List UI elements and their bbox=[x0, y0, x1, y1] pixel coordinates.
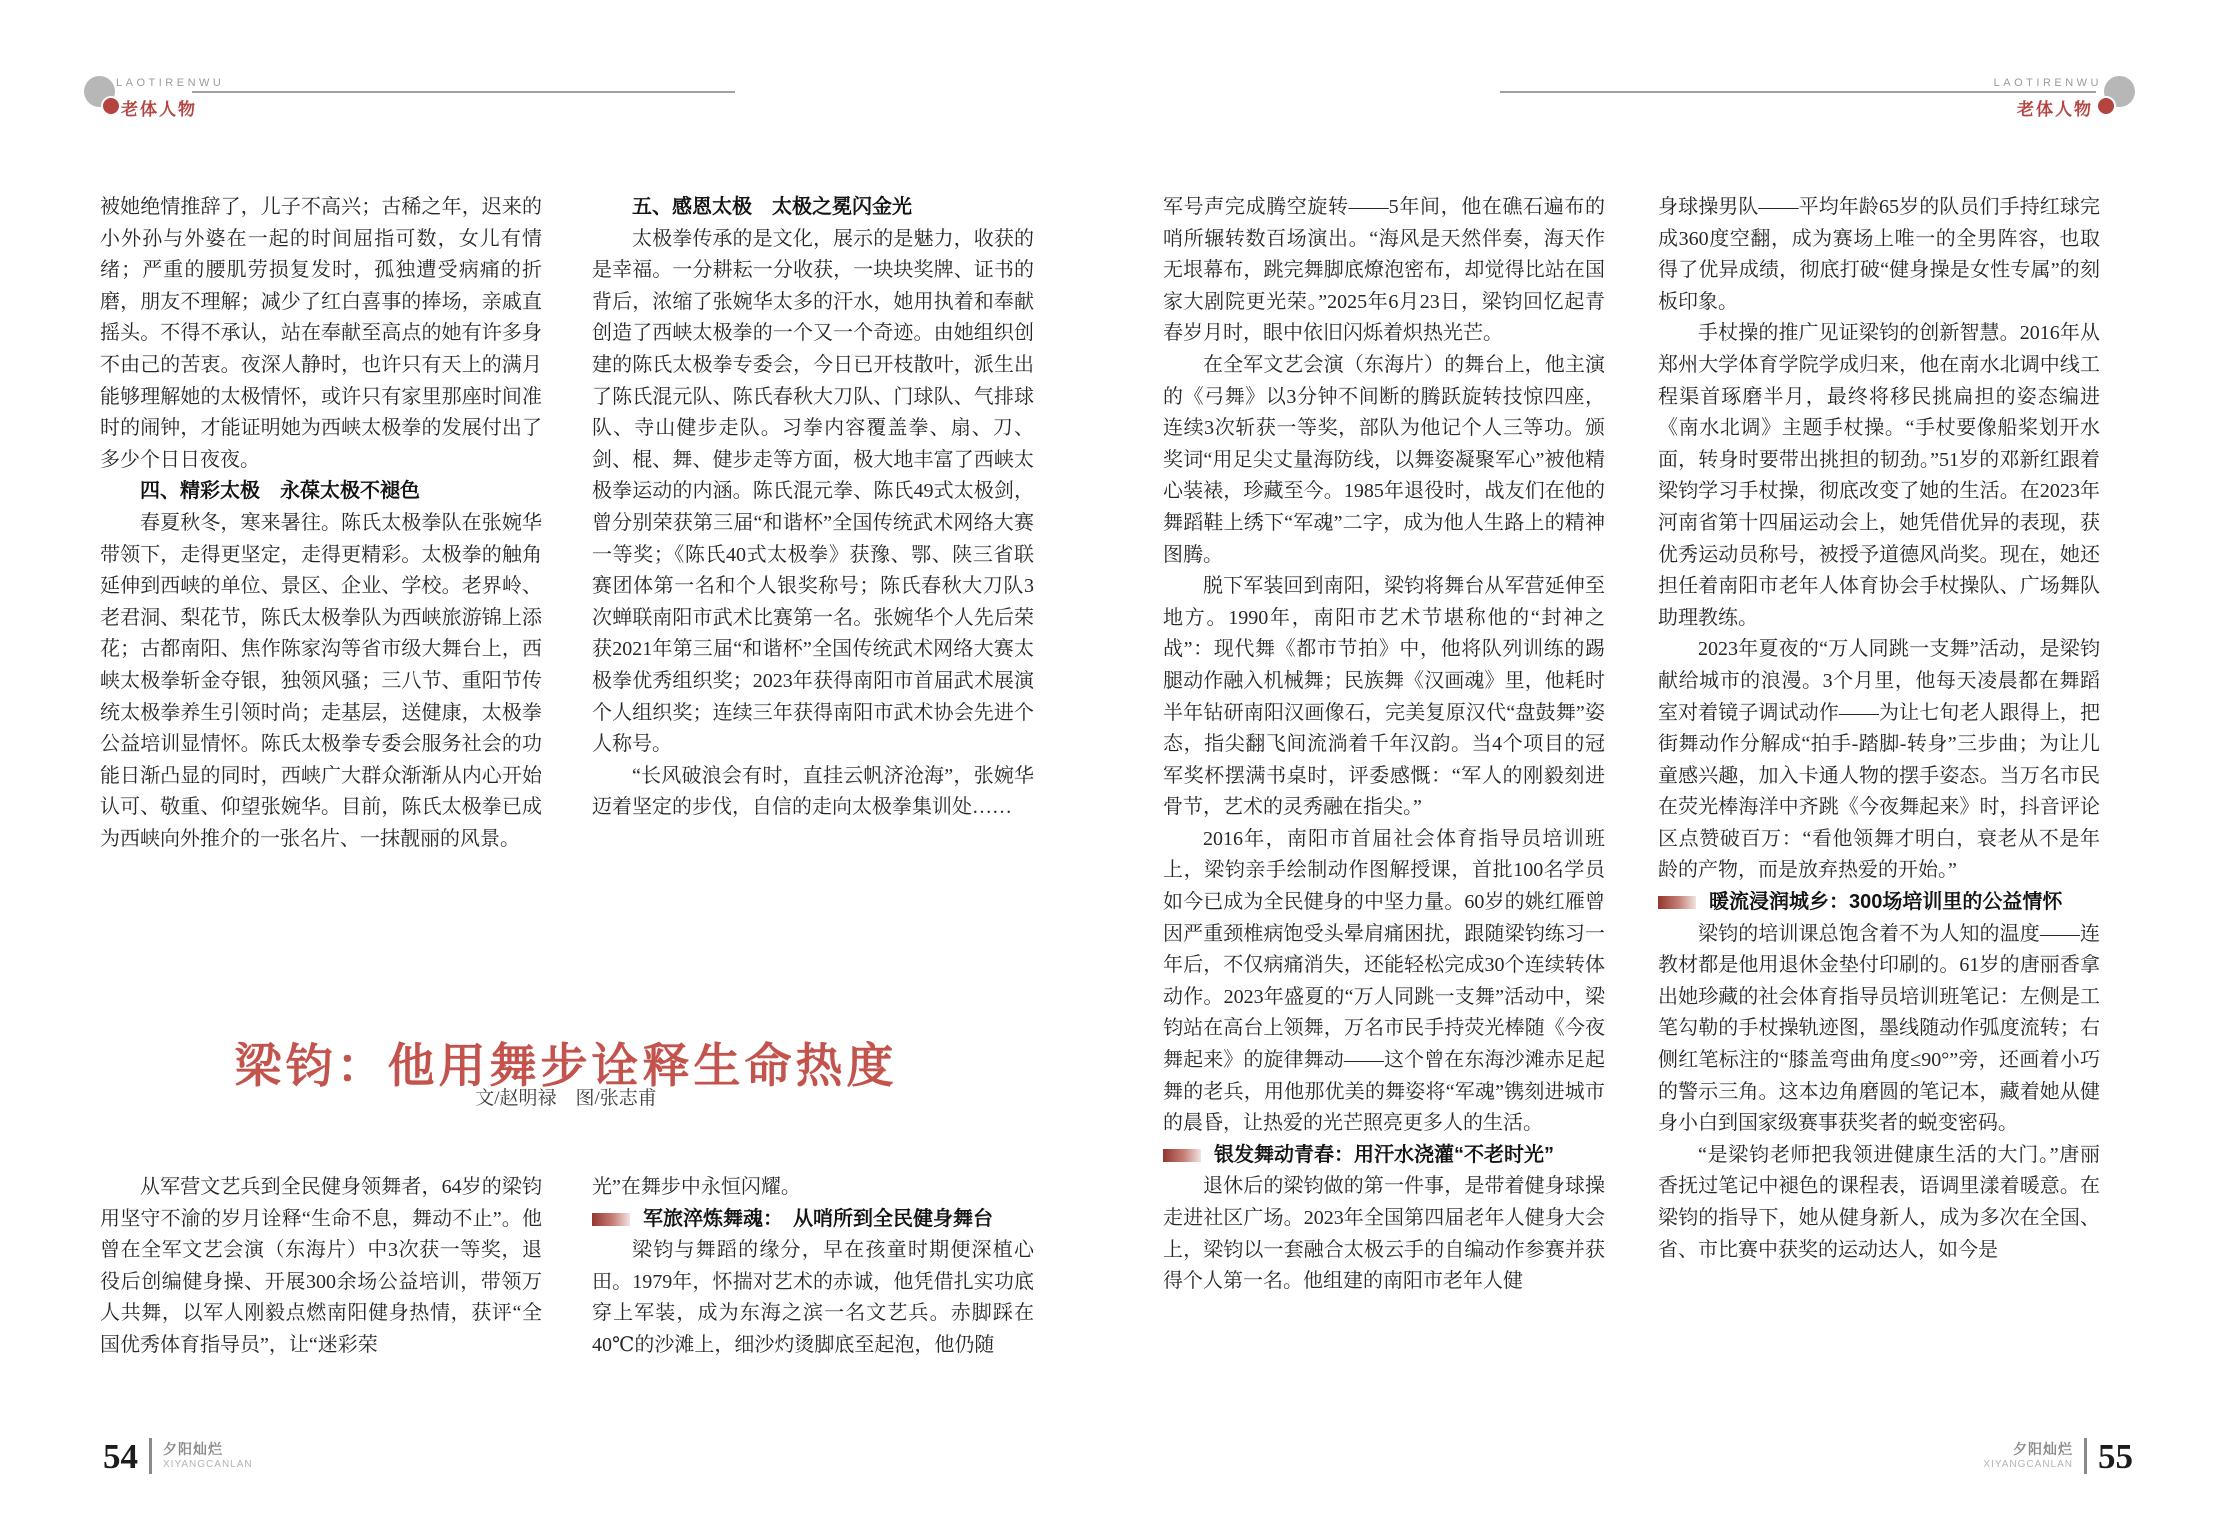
body-paragraph: 2016年，南阳市首届社会体育指导员培训班上，梁钧亲手绘制动作图解授课，首批100名学员如今已成为全民健身的中坚力量。60岁的姚红雁曾因严重颈椎病饱受头晕肩痛困扰，跟随梁钧练习一年后，不仅病痛消失，还能轻松完成30个连续转体动作。2023年盛夏的“万人同跳一支舞”活动中，梁钧站在高台上领舞，万名市民手持荧光棒随《今夜舞起来》的旋律舞动——这个曾在东海沙滩赤足起舞的老兵，用他那优美的舞姿将“军魂”镌刻进城市的晨昏，让热爱的光芒照亮更多人的生活。 bbox=[1163, 827, 1605, 1135]
magazine-name-en: LAOTIRENWU bbox=[1993, 77, 2102, 89]
footer-brand bbox=[1983, 1441, 2073, 1471]
body-paragraph: “是梁钧老师把我领进健康生活的大门。”唐丽香抚过笔记中褪色的课程表，语调里漾着暖意。在梁钧的指导下，她从健身新人，成为多次在全国、省、市比赛中获奖的运动达人，如今是 bbox=[1658, 1143, 2100, 1261]
body-paragraph: 军号声完成腾空旋转——5年间，他在礁石遍布的哨所辗转数百场演出。“海风是天然伴奏，海天作无垠幕布，跳完舞脚底燎泡密布，却觉得比站在国家大剧院更光荣。”2025年6月23日，梁钧回忆起青春岁月时，眼中依旧闪烁着炽热光芒。 bbox=[1163, 196, 1605, 345]
body-paragraph: 退休后的梁钧做的第一件事，是带着健身球操走进社区广场。2023年全国第四届老年人健身大会上，梁钧以一套融合太极云手的自编动作参赛并获得个人第一名。他组建的南阳市老年人健 bbox=[1163, 1175, 1605, 1293]
body-paragraph: 梁钧的培训课总饱含着不为人知的温度——连教材都是他用退休金垫付印刷的。61岁的唐丽香拿出她珍藏的社会体育指导员培训班笔记：左侧是工笔勾勒的手杖操轨迹图，墨线随动作弧度流转；右侧红笔标注的“膝盖弯曲角度≤90°”旁，还画着小巧的警示三角。这本边角磨圆的笔记本，藏着她从健身小白到国家级赛事获奖者的蜕变密码。 bbox=[1658, 922, 2100, 1135]
footer-brand bbox=[163, 1441, 253, 1471]
text-column bbox=[592, 192, 1034, 824]
logo-dot-icon bbox=[101, 96, 121, 116]
body-paragraph: “长风破浪会有时，直挂云帆济沧海”，张婉华迈着坚定的步伐，自信的走向太极拳集训处…… bbox=[592, 764, 1034, 819]
body-paragraph: 被她绝情推辞了，儿子不高兴；古稀之年，迟来的小外孙与外婆在一起的时间屈指可数，女儿有情绪；严重的腰肌劳损复发时，孤独遭受病痛的折磨，朋友不理解；减少了红白喜事的捧场，亲戚直摇头。不得不承认，站在奉献至高点的她有许多身不由己的苦衷。夜深人静时，也许只有天上的满月能够理解她的太极情怀，或许只有家里那座时间准时的闹钟，才能证明她为西峡太极拳的发展付出了多少个日日夜夜。 bbox=[100, 196, 542, 471]
text-column bbox=[1163, 192, 1605, 1298]
article-title: 梁钧：他用舞步诠释生命热度 bbox=[234, 1039, 898, 1093]
text-column bbox=[592, 1172, 1034, 1362]
magazine-name-en: LAOTIRENWU bbox=[116, 77, 225, 89]
body-paragraph: 在全军文艺会演（东海片）的舞台上，他主演的《弓舞》以3分钟不间断的腾跃旋转技惊四座，连续3次斩获一等奖，部队为他记个人三等功。颁奖词“用足尖丈量海防线，以舞姿凝聚军心”被他精心装裱，珍藏至今。1985年退役时，战友们在他的舞蹈鞋上绣下“军魂”二字，成为他人生路上的精神图腾。 bbox=[1163, 353, 1605, 566]
section-heading bbox=[592, 1204, 1034, 1236]
page-footer bbox=[103, 1438, 253, 1474]
body-paragraph: 手杖操的推广见证梁钧的创新智慧。2016年从郑州大学体育学院学成归来，他在南水北调中线工程渠首琢磨半月，最终将移民挑扁担的姿态编进《南水北调》主题手杖操。“手杖要像船桨划开水面，转身时要带出挑担的韧劲。”51岁的邓新红跟着梁钧学习手杖操，彻底改变了她的生活。在2023年河南省第十四届运动会上，她凭借优异的表现，获优秀运动员称号，被授予道德风尚奖。现在，她还担任着南阳市老年人体育协会手杖操队、广场舞队助理教练。 bbox=[1658, 322, 2100, 629]
footer-brand-cn: 夕阳灿烂 bbox=[163, 1441, 223, 1457]
section-heading-label: 军旅淬炼舞魂： 从哨所到全民健身舞台 bbox=[643, 1207, 993, 1230]
body-paragraph: 光”在舞步中永恒闪耀。 bbox=[592, 1176, 801, 1198]
footer-divider bbox=[2084, 1438, 2087, 1474]
header-rule bbox=[192, 91, 735, 93]
body-paragraph: 太极拳传承的是文化，展示的是魅力，收获的是幸福。一分耕耘一分收获，一块块奖牌、证书的背后，浓缩了张婉华太多的汗水，她用执着和奉献创造了西峡太极拳的一个又一个奇迹。由她组织创建的陈氏太极拳专委会，今日已开枝散叶，派生出了陈氏混元队、陈氏春秋大刀队、门球队、气排球队、寺山健步走队。习拳内容覆盖拳、扇、刀、剑、棍、舞、健步走等方面，极大地丰富了西峡太极拳运动的内涵。陈氏混元拳、陈氏49式太极剑，曾分别荣获第三届“和谐杯”全国传统武术网络大赛一等奖；《陈氏40式太极拳》获豫、鄂、陕三省联赛团体第一名和个人银奖称号；陈氏春秋大刀队3次蝉联南阳市武术比赛第一名。张婉华个人先后荣获2021年第三届“和谐杯”全国传统武术网络大赛太极拳优秀组织奖；2023年获得南阳市首届武术展演个人组织奖；连续三年获得南阳市武术协会先进个人称号。 bbox=[592, 227, 1034, 756]
page-number: 55 bbox=[2098, 1436, 2133, 1476]
article-byline: 文/赵明禄 图/张志甫 bbox=[475, 1088, 657, 1109]
logo-dot-icon bbox=[2096, 96, 2116, 116]
body-paragraph: 梁钧与舞蹈的缘分，早在孩童时期便深植心田。1979年，怀揣对艺术的赤诚，他凭借扎实功底穿上军装，成为东海之滨一名文艺兵。赤脚踩在40℃的沙滩上，细沙灼烫脚底至起泡，他仍随 bbox=[592, 1239, 1034, 1356]
body-paragraph: 脱下军装回到南阳，梁钧将舞台从军营延伸至地方。1990年，南阳市艺术节堪称他的“封神之战”：现代舞《都市节拍》中，他将队列训练的踢腿动作融入机械舞；民族舞《汉画魂》里，他耗时半年钻研南阳汉画像石，完美复原汉代“盘鼓舞”姿态，指尖翻飞间流淌着千年汉韵。当4个项目的冠军奖杯摆满书桌时，评委感慨：“军人的刚毅刻进骨节，艺术的灵秀融在指尖。” bbox=[1163, 575, 1605, 819]
page-footer bbox=[1983, 1438, 2133, 1474]
section-heading bbox=[1163, 1140, 1605, 1172]
subsection-heading: 五、感恩太极 太极之冕闪金光 bbox=[632, 196, 912, 218]
section-heading-label: 银发舞动青春：用汗水浇灌“不老时光” bbox=[1214, 1143, 1554, 1166]
body-paragraph: 从军营文艺兵到全民健身领舞者，64岁的梁钧用坚守不渝的岁月诠释“生命不息，舞动不止”。他曾在全军文艺会演（东海片）中3次获一等奖，退役后创编健身操、开展300余场公益培训，带领万人共舞，以军人刚毅点燃南阳健身热情，获评“全国优秀体育指导员”，让“迷彩荣 bbox=[100, 1176, 542, 1356]
section-heading-label: 暖流浸润城乡：300场培训里的公益情怀 bbox=[1709, 891, 2063, 914]
header-rule bbox=[1500, 91, 2096, 93]
heading-bar-icon bbox=[1163, 1149, 1201, 1162]
heading-bar-icon bbox=[1658, 896, 1696, 909]
heading-bar-icon bbox=[592, 1213, 630, 1226]
text-column bbox=[100, 1172, 542, 1362]
footer-divider bbox=[149, 1438, 152, 1474]
footer-brand-en: XIYANGCANLAN bbox=[163, 1458, 253, 1470]
text-column bbox=[1658, 192, 2100, 1266]
section-name-cn: 老体人物 bbox=[2017, 100, 2093, 119]
section-heading bbox=[1658, 887, 2100, 919]
text-column bbox=[100, 192, 542, 855]
body-paragraph: 春夏秋冬，寒来暑往。陈氏太极拳队在张婉华带领下，走得更坚定，走得更精彩。太极拳的触角延伸到西峡的单位、景区、企业、学校。老界岭、老君洞、梨花节，陈氏太极拳队为西峡旅游锦上添花；古都南阳、焦作陈家沟等省市级大舞台上，西峡太极拳斩金夺银，独领风骚；三八节、重阳节传统太极拳养生引领时尚；走基层，送健康，太极拳公益培训显情怀。陈氏太极拳专委会服务社会的功能日渐凸显的同时，西峡广大群众渐渐从内心开始认可、敬重、仰望张婉华。目前，陈氏太极拳已成为西峡向外推介的一张名片、一抹靓丽的风景。 bbox=[100, 511, 542, 850]
footer-brand-en: XIYANGCANLAN bbox=[1983, 1458, 2073, 1470]
page-number: 54 bbox=[103, 1436, 138, 1476]
section-name-cn: 老体人物 bbox=[121, 100, 197, 119]
body-paragraph: 2023年夏夜的“万人同跳一支舞”活动，是梁钧献给城市的浪漫。3个月里，他每天凌晨都在舞蹈室对着镜子调试动作——为让七旬老人跟得上，把街舞动作分解成“拍手-踏脚-转身”三步曲；为让儿童感兴趣，加入卡通人物的摆手姿态。当万名市民在荧光棒海洋中齐跳《今夜舞起来》时，抖音评论区点赞破百万：“看他领舞才明白，衰老从不是年龄的产物，而是放弃热爱的开始。” bbox=[1658, 638, 2100, 882]
body-paragraph: 身球操男队——平均年龄65岁的队员们手持红球完成360度空翻，成为赛场上唯一的全男阵容，也取得了优异成绩，彻底打破“健身操是女性专属”的刻板印象。 bbox=[1658, 196, 2100, 313]
footer-brand-cn: 夕阳灿烂 bbox=[2013, 1441, 2073, 1457]
subsection-heading: 四、精彩太极 永葆太极不褪色 bbox=[140, 480, 420, 503]
